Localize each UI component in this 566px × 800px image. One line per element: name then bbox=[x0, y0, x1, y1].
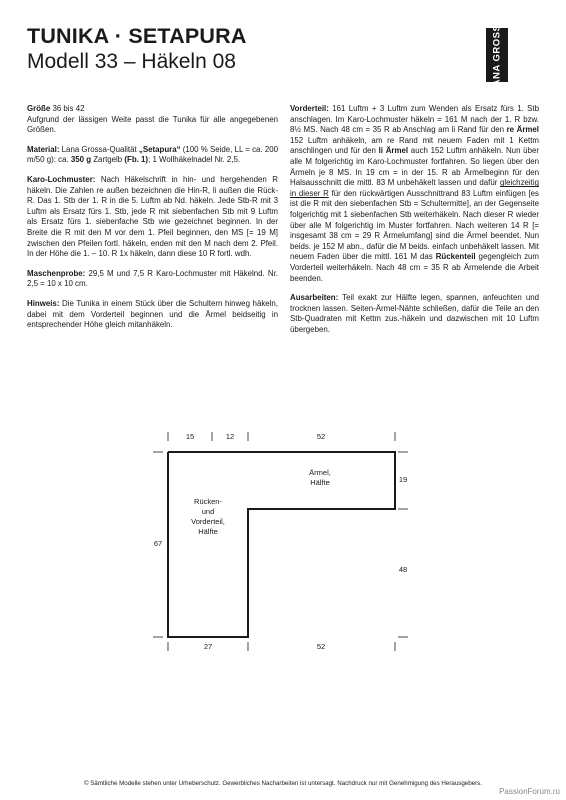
material-yarn: „Setapura“ bbox=[138, 144, 181, 154]
size-value: 36 bis 42 bbox=[50, 104, 85, 113]
front-label: Vorderteil: bbox=[290, 104, 329, 113]
material-text-a: Lana Grossa-Qualität bbox=[59, 144, 139, 154]
body-label-3: Vorderteil, bbox=[191, 517, 225, 526]
pattern-label: Karo-Lochmuster: bbox=[27, 174, 96, 184]
dim-top-left: 15 bbox=[185, 432, 195, 441]
dimension-ticks bbox=[153, 432, 408, 651]
material-text-c: (100 % Seide, LL = ca. 200 m/50 g): ca. bbox=[27, 144, 278, 165]
front-right-sleeve: re Ärmel bbox=[506, 125, 539, 135]
dim-right-lower: 48 bbox=[398, 565, 408, 574]
dim-top-mid: 12 bbox=[225, 432, 235, 441]
size-description: Aufgrund der lässigen Weite passt die Tunika für alle angegebenen Größen. bbox=[27, 114, 278, 135]
page-subtitle: Modell 33 – Häkeln 08 bbox=[27, 50, 236, 73]
page-title: TUNIKA · SETAPURA bbox=[27, 24, 247, 48]
body-label-1: Rücken- bbox=[194, 497, 222, 506]
finishing-label: Ausarbeiten: bbox=[290, 293, 339, 303]
front-text-c: 152 Luftm anhäkeln, am re Rand mit neuem Faden mit 1 Kettm anschlingen und für den bbox=[290, 135, 539, 156]
body-label-2: und bbox=[201, 507, 215, 516]
note-text: Die Tunika in einem Stück über die Schultern hinweg häkeln, dabei mit dem Vorderteil beginnen und die Ärmel beidseitig in entsprechender Höhe gleich mitanhäkeln. bbox=[27, 298, 278, 330]
material-needle: ; 1 Wollhäkelnadel Nr. 2,5. bbox=[148, 155, 241, 165]
gauge-text: 29,5 M und 7,5 R Karo-Lochmuster mit Häkelnd. Nr. 2,5 = 10 x 10 cm. bbox=[27, 268, 278, 289]
copyright-footer: © Sämtliche Modelle stehen unter Urheberschutz. Gewerbliches Nacharbeiten ist untersagt. Nachdruck nur mit Genehmigung des Herausgebers. bbox=[83, 780, 482, 787]
dim-top-right: 52 bbox=[316, 432, 326, 441]
sleeve-label-1: Ärmel, bbox=[309, 468, 331, 477]
front-text-e: auch 152 Luftm anhäkeln. Nun über alle M folgerichtig im Karo-Lochmuster fortfahren. So liegen über den Ärmeln je 8 MS. In 19 cm = in der 15. R ab Ärmelbeginn für den Halsausschnitt die mittl. 83 M unbehäkelt lassen und dafür bbox=[290, 146, 539, 188]
gauge-label: Maschenprobe: bbox=[27, 268, 86, 278]
front-text-i: gegengleich zum Vorderteil weiterhäkeln. Nach 48 cm = 35 R ab Ärmelende die Arbeit beenden. bbox=[290, 252, 539, 283]
garment-outline bbox=[168, 452, 395, 637]
front-left-sleeve: li Ärmel bbox=[378, 146, 409, 156]
front-simultaneous: gleichzeitig in dieser R bbox=[290, 178, 539, 198]
back-label: Rückenteil bbox=[435, 252, 476, 262]
front-text-g: für den rückwärtigen Ausschnittrand 83 Luftm einfügen [es ist die R mit den siebenfachen Stb = Schultermitte], an der Gegenseite folgerichtig mit 1 siebenfachen Stb weiterhäkeln. Nach dieser R wieder über alle M folgerichtig im Muster fortfahren. Nach weiteren 14 R [= insgesamt 38 cm = 29 R Ärmelumfang] sind die Ärmel beendet. Nun beids. je 152 M abn., dafür die M beids. einfach unbehäkelt lassen. Mit neuem Faden über die mittl. 161 M das bbox=[290, 188, 539, 262]
material-color: Zartgelb bbox=[91, 155, 125, 165]
finishing-text: Teil exakt zur Hälfte legen, spannen, anfeuchten und trocknen lassen. Seiten-Ärmel-Nähte schließen, dafür die Teile an den Stb-Quadraten mit Kettm zus.-häkeln und dazwischen mit 10 Luftm übergeben. bbox=[290, 293, 539, 334]
brand-logo-text: LANA GROSSA bbox=[491, 17, 503, 93]
body-label-4: Hälfte bbox=[198, 527, 218, 536]
dim-bottom-left: 27 bbox=[203, 642, 213, 651]
watermark: PassionForum.ru bbox=[499, 787, 560, 796]
material-amount: 350 g bbox=[70, 155, 92, 165]
material-label: Material: bbox=[27, 144, 60, 154]
sleeve-label-2: Hälfte bbox=[310, 478, 330, 487]
size-label: Größe bbox=[27, 104, 51, 113]
note-label: Hinweis: bbox=[27, 298, 60, 308]
dim-left-height: 67 bbox=[153, 539, 163, 548]
dim-bottom-right: 52 bbox=[316, 642, 326, 651]
material-color-number: (Fb. 1) bbox=[124, 155, 149, 165]
pattern-text: Nach Häkelschrift in hin- und hergehenden R häkeln. Die Zahlen re außen bezeichnen die Hin-R, li außen die Rück-R. Das 1. Stb der 1. R in die 5. Luftm ab Nd. häkeln. Jede Stb-R mit 3 Luftm als Ersatz fürs 1. Stb, jede R mit siebenfachen Stb mit 9 Luftm als Ersatz fürs 1. siebenfache Stb wie gezeichnet beginnen. In der Breite die R mit den M vor dem 1. Pfeil beginnen, den MS [= 19 M] zwischen den Pfeilen fortl. häkeln, enden mit den M nach dem 2. Pfeil. In der Höhe die 1. – 10. R 1x häkeln, dann diese 10 R fortl. wdh. bbox=[27, 174, 278, 259]
front-text-a: 161 Luftm + 3 Luftm zum Wenden als Ersatz fürs 1. Stb anschlagen. Im Karo-Lochmuster häkeln = 161 M nach der 1. R bzw. 8½ MS. Nach 48 cm = 35 R ab Anschlag am li Rand für den bbox=[290, 104, 539, 135]
dim-right-upper: 19 bbox=[398, 475, 408, 484]
